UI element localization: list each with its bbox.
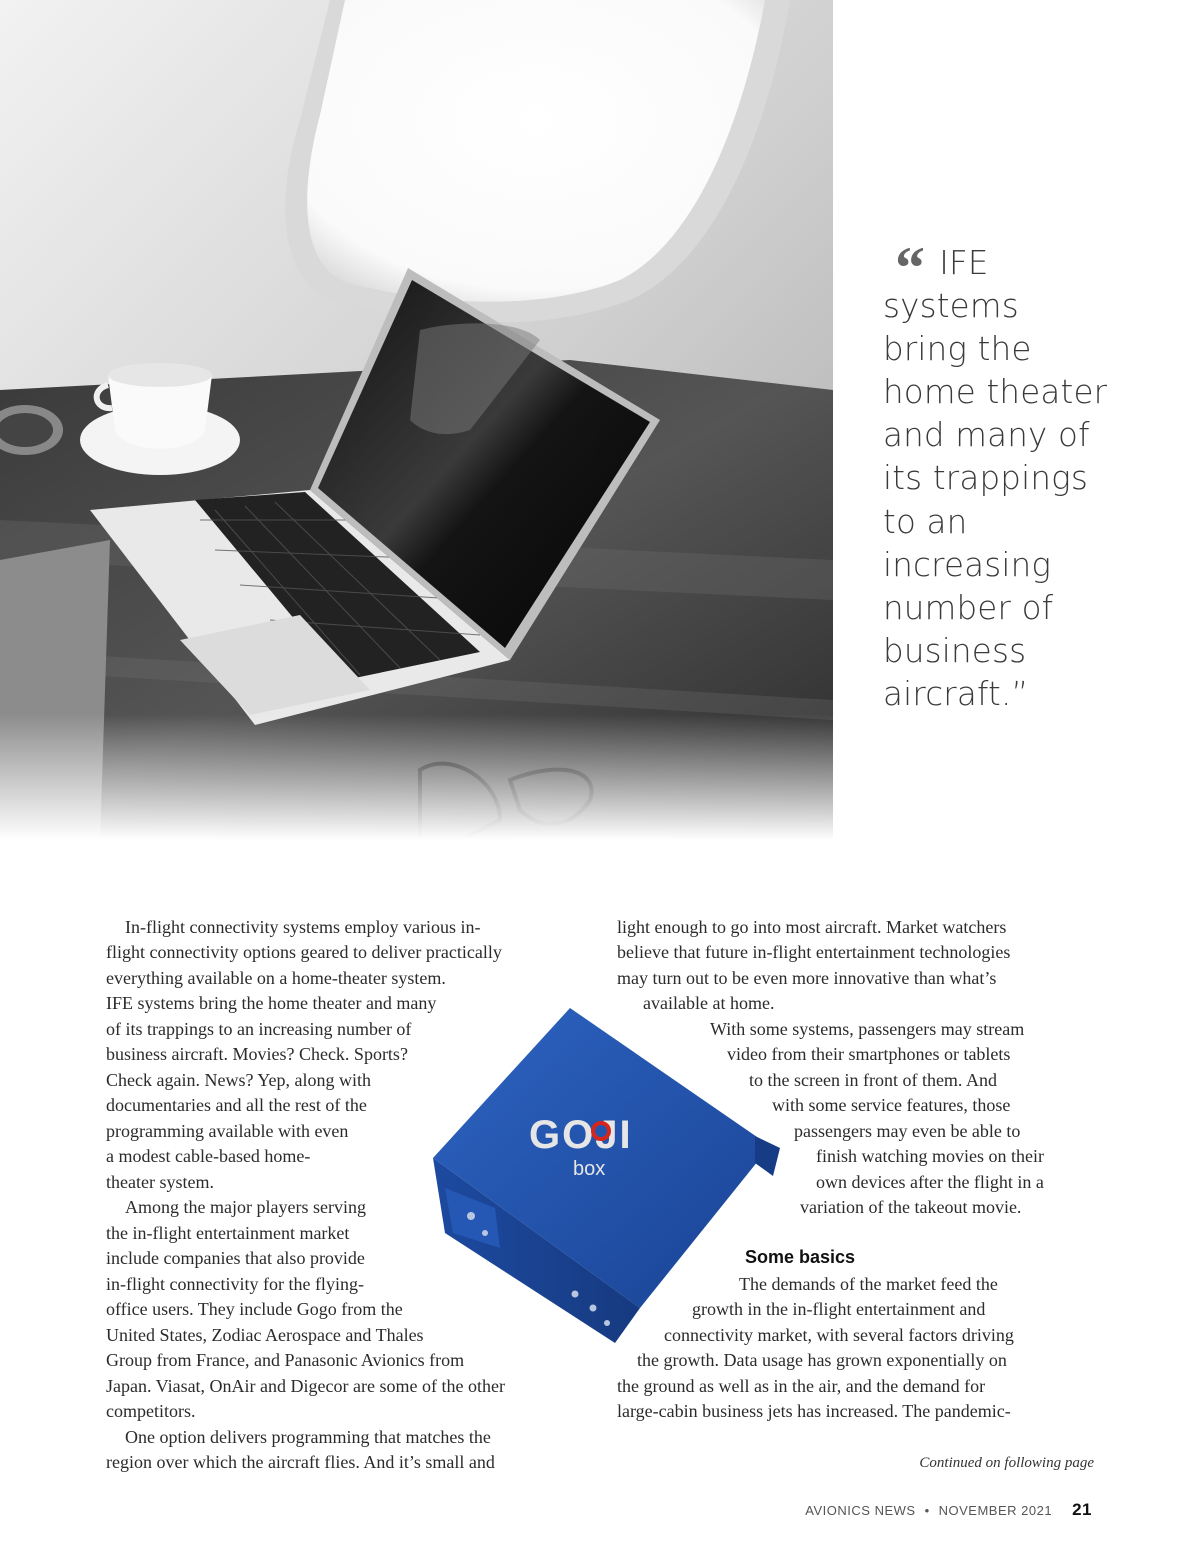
body-line: region over which the aircraft flies. And it’s small and bbox=[106, 1452, 495, 1472]
continued-note: Continued on following page bbox=[919, 1455, 1094, 1471]
pull-quote-line: bring the bbox=[883, 330, 1032, 369]
body-line: own devices after the flight in a bbox=[816, 1172, 1044, 1192]
pull-quote-line: systems bbox=[883, 287, 1019, 326]
page-number: 21 bbox=[1072, 1500, 1092, 1519]
body-line: The demands of the market feed the bbox=[739, 1274, 998, 1294]
body-line: may turn out to be even more innovative than what’s bbox=[617, 968, 997, 988]
body-line: finish watching movies on their bbox=[816, 1146, 1044, 1166]
body-line: everything available on a home-theater system. bbox=[106, 968, 446, 988]
body-line: Check again. News? Yep, along with bbox=[106, 1070, 371, 1090]
body-line: the ground as well as in the air, and the demand for bbox=[617, 1376, 986, 1396]
body-line: growth in the in-flight entertainment and bbox=[692, 1299, 986, 1319]
pull-quote-line: number of bbox=[883, 588, 1054, 627]
publication-name: AVIONICS NEWS bbox=[805, 1503, 916, 1518]
body-line: In-flight connectivity systems employ various in- bbox=[125, 917, 481, 937]
body-line: believe that future in-flight entertainment technologies bbox=[617, 942, 1011, 962]
body-line: theater system. bbox=[106, 1172, 214, 1192]
body-line: competitors. bbox=[106, 1401, 196, 1421]
body-line: IFE systems bring the home theater and many bbox=[106, 993, 437, 1013]
body-line: One option delivers programming that matches the bbox=[125, 1427, 491, 1447]
body-line: the growth. Data usage has grown exponentially on bbox=[637, 1350, 1007, 1370]
body-line: programming available with even bbox=[106, 1121, 349, 1141]
body-line: office users. They include Gogo from the bbox=[106, 1299, 403, 1319]
pull-quote-line: increasing bbox=[883, 545, 1052, 584]
pull-quote-line: its trappings bbox=[883, 459, 1088, 498]
body-line: documentaries and all the rest of the bbox=[106, 1095, 367, 1115]
body-line: the in-flight entertainment market bbox=[106, 1223, 350, 1243]
body-line: in-flight connectivity for the flying- bbox=[106, 1274, 364, 1294]
body-line: passengers may even be able to bbox=[794, 1121, 1021, 1141]
open-quote-mark: “ bbox=[895, 235, 926, 301]
pull-quote-line: to an bbox=[883, 502, 968, 541]
body-line: light enough to go into most aircraft. Market watchers bbox=[617, 917, 1007, 937]
body-line: video from their smartphones or tablets bbox=[727, 1044, 1011, 1064]
body-line: include companies that also provide bbox=[106, 1248, 365, 1268]
goji-logo-brand: GOJI bbox=[529, 1113, 633, 1157]
body-line: With some systems, passengers may stream bbox=[710, 1019, 1025, 1039]
body-line: to the screen in front of them. And bbox=[749, 1070, 997, 1090]
pull-quote-line: home theater bbox=[883, 373, 1108, 412]
separator-bullet: • bbox=[924, 1503, 930, 1518]
cabin-laptop-photo bbox=[0, 0, 833, 840]
body-line: United States, Zodiac Aerospace and Thales bbox=[106, 1325, 424, 1345]
body-line: connectivity market, with several factors driving bbox=[664, 1325, 1014, 1345]
body-line: variation of the takeout movie. bbox=[800, 1197, 1022, 1217]
body-line: large-cabin business jets has increased. The pandemic- bbox=[617, 1401, 1011, 1421]
body-line: Group from France, and Panasonic Avionics from bbox=[106, 1350, 465, 1370]
body-line: a modest cable-based home- bbox=[106, 1146, 311, 1166]
page-footer bbox=[805, 1500, 1092, 1520]
pull-quote-line: IFE bbox=[939, 244, 989, 282]
pull-quote bbox=[883, 235, 1173, 716]
body-line: of its trappings to an increasing number of bbox=[106, 1019, 412, 1039]
pull-quote-line: business bbox=[883, 631, 1027, 670]
body-line: Japan. Viasat, OnAir and Digecor are some of the other bbox=[106, 1376, 505, 1396]
body-line: Among the major players serving bbox=[125, 1197, 366, 1217]
goji-logo-sub: box bbox=[573, 1158, 606, 1180]
body-line: flight connectivity options geared to deliver practically bbox=[106, 942, 502, 962]
section-subhead: Some basics bbox=[745, 1247, 856, 1267]
pull-quote-line: and many of bbox=[883, 416, 1090, 455]
pull-quote-line: aircraft.” bbox=[883, 674, 1029, 713]
body-line: available at home. bbox=[643, 993, 775, 1013]
goji-box-product-image bbox=[425, 1008, 785, 1348]
body-line: business aircraft. Movies? Check. Sports? bbox=[106, 1044, 408, 1064]
body-line: with some service features, those bbox=[772, 1095, 1011, 1115]
issue-date: NOVEMBER 2021 bbox=[938, 1503, 1053, 1518]
